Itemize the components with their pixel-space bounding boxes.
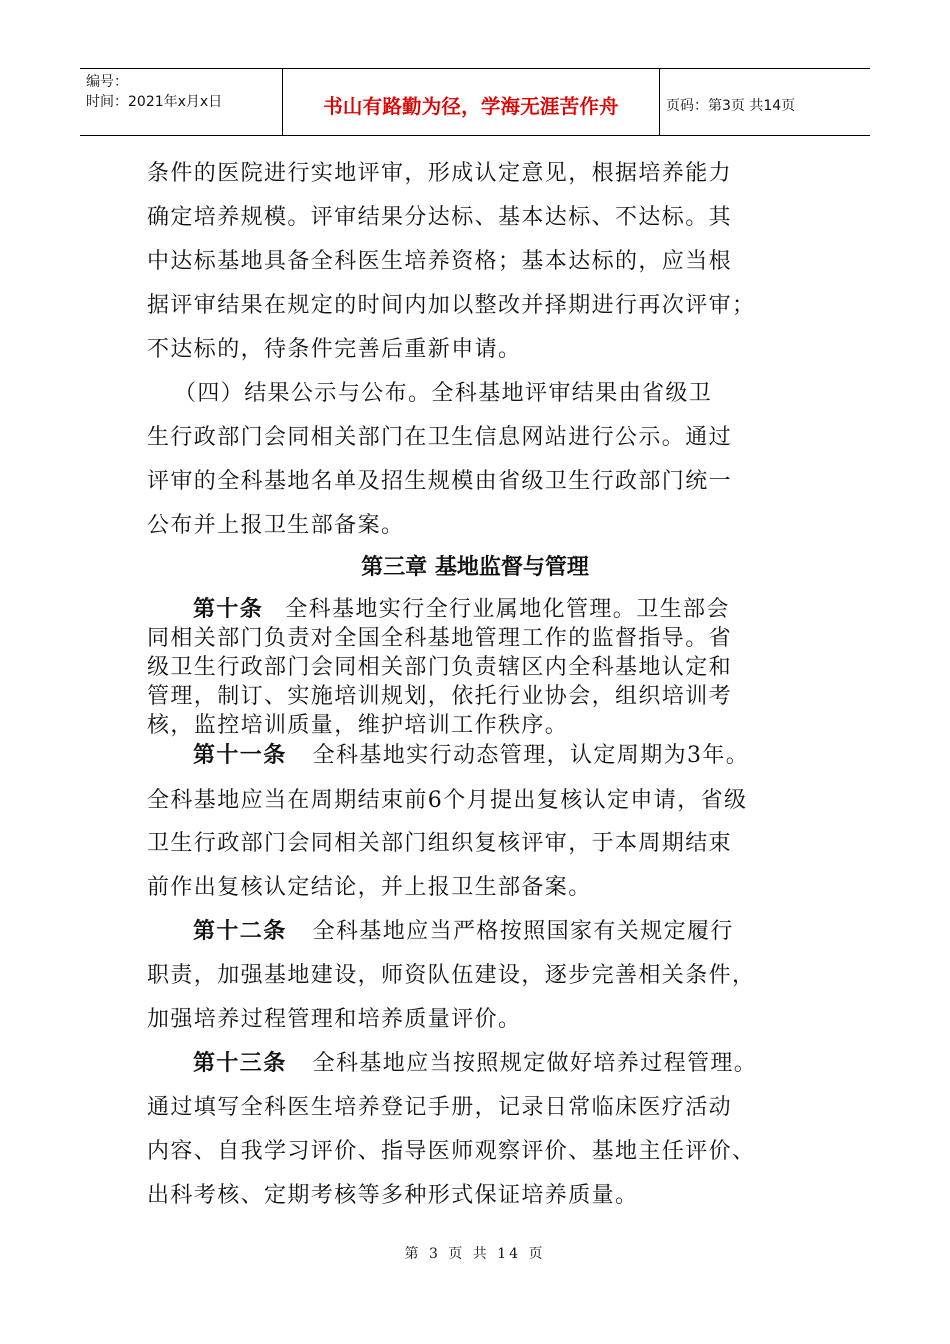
body-line: 全科基地实行全行业属地化管理。卫生部会 bbox=[285, 597, 730, 622]
body-line: 出科考核、定期考核等多种形式保证培养质量。 bbox=[147, 1183, 639, 1208]
article-11-first-line bbox=[193, 741, 749, 771]
header-page-cell bbox=[660, 69, 870, 135]
article-12-label: 第十二条 bbox=[193, 919, 287, 944]
chapter-title: 第三章 基地监督与管理 bbox=[361, 555, 589, 580]
article-13-first-line bbox=[193, 1049, 757, 1079]
body-line: 确定培养规模。评审结果分达标、基本达标、不达标。其 bbox=[147, 205, 733, 230]
body-line: 内容、自我学习评价、指导医师观察评价、基地主任评价、 bbox=[147, 1139, 756, 1164]
document-date-label: 时间：2021年x月x日 bbox=[86, 94, 223, 110]
header-meta-cell bbox=[80, 69, 283, 135]
body-line: 核，监控培训质量，维护培训工作秩序。 bbox=[147, 713, 569, 738]
header-page-label: 页码：第3页 共14页 bbox=[666, 98, 796, 114]
article-12-first-line bbox=[193, 917, 734, 947]
body-line: 同相关部门负责对全国全科基地管理工作的监督指导。省 bbox=[147, 626, 733, 651]
body-line: 卫生行政部门会同相关部门组织复核评审，于本周期结束 bbox=[147, 831, 733, 856]
header-motto-cell bbox=[283, 69, 660, 135]
body-line: 评审的全科基地名单及招生规模由省级卫生行政部门统一 bbox=[147, 469, 733, 494]
body-line: 级卫生行政部门会同相关部门负责辖区内全科基地认定和 bbox=[147, 655, 733, 680]
body-line: 公布并上报卫生部备案。 bbox=[147, 513, 405, 538]
body-line: 全科基地应当在周期结束前6个月提出复核认定申请，省级 bbox=[147, 788, 748, 813]
body-line: 管理，制订、实施培训规划，依托行业协会，组织培训考 bbox=[147, 684, 733, 709]
body-line: 生行政部门会同相关部门在卫生信息网站进行公示。通过 bbox=[147, 425, 733, 450]
article-10-first-line bbox=[193, 597, 730, 623]
body-line: 前作出复核认定结论，并上报卫生部备案。 bbox=[147, 875, 592, 900]
header-motto: 书山有路勤为径，学海无涯苦作舟 bbox=[323, 95, 619, 118]
page-header bbox=[80, 68, 870, 136]
body-line: 全科基地应当严格按照国家有关规定履行 bbox=[312, 919, 734, 944]
body-line: 职责，加强基地建设，师资队伍建设，逐步完善相关条件， bbox=[147, 963, 756, 988]
body-line: 加强培养过程管理和培养质量评价。 bbox=[147, 1007, 522, 1032]
body-line: （四）结果公示与公布。全科基地评审结果由省级卫 bbox=[174, 381, 713, 406]
body-line: 条件的医院进行实地评审，形成认定意见，根据培养能力 bbox=[147, 161, 733, 186]
body-line: 中达标基地具备全科医生培养资格；基本达标的，应当根 bbox=[147, 249, 733, 274]
article-10-label: 第十条 bbox=[193, 597, 264, 622]
article-11-label: 第十一条 bbox=[193, 743, 287, 768]
body-line: 不达标的，待条件完善后重新申请。 bbox=[147, 337, 522, 362]
page-footer: 第 3 页 共 14 页 bbox=[404, 1246, 546, 1262]
body-line: 全科基地实行动态管理，认定周期为3年。 bbox=[312, 743, 750, 768]
body-line: 据评审结果在规定的时间内加以整改并择期进行再次评审； bbox=[147, 293, 756, 318]
document-number-label: 编号： bbox=[86, 74, 128, 90]
article-13-label: 第十三条 bbox=[193, 1051, 287, 1076]
body-line: 通过填写全科医生培养登记手册，记录日常临床医疗活动 bbox=[147, 1095, 733, 1120]
body-line: 全科基地应当按照规定做好培养过程管理。 bbox=[312, 1051, 758, 1076]
